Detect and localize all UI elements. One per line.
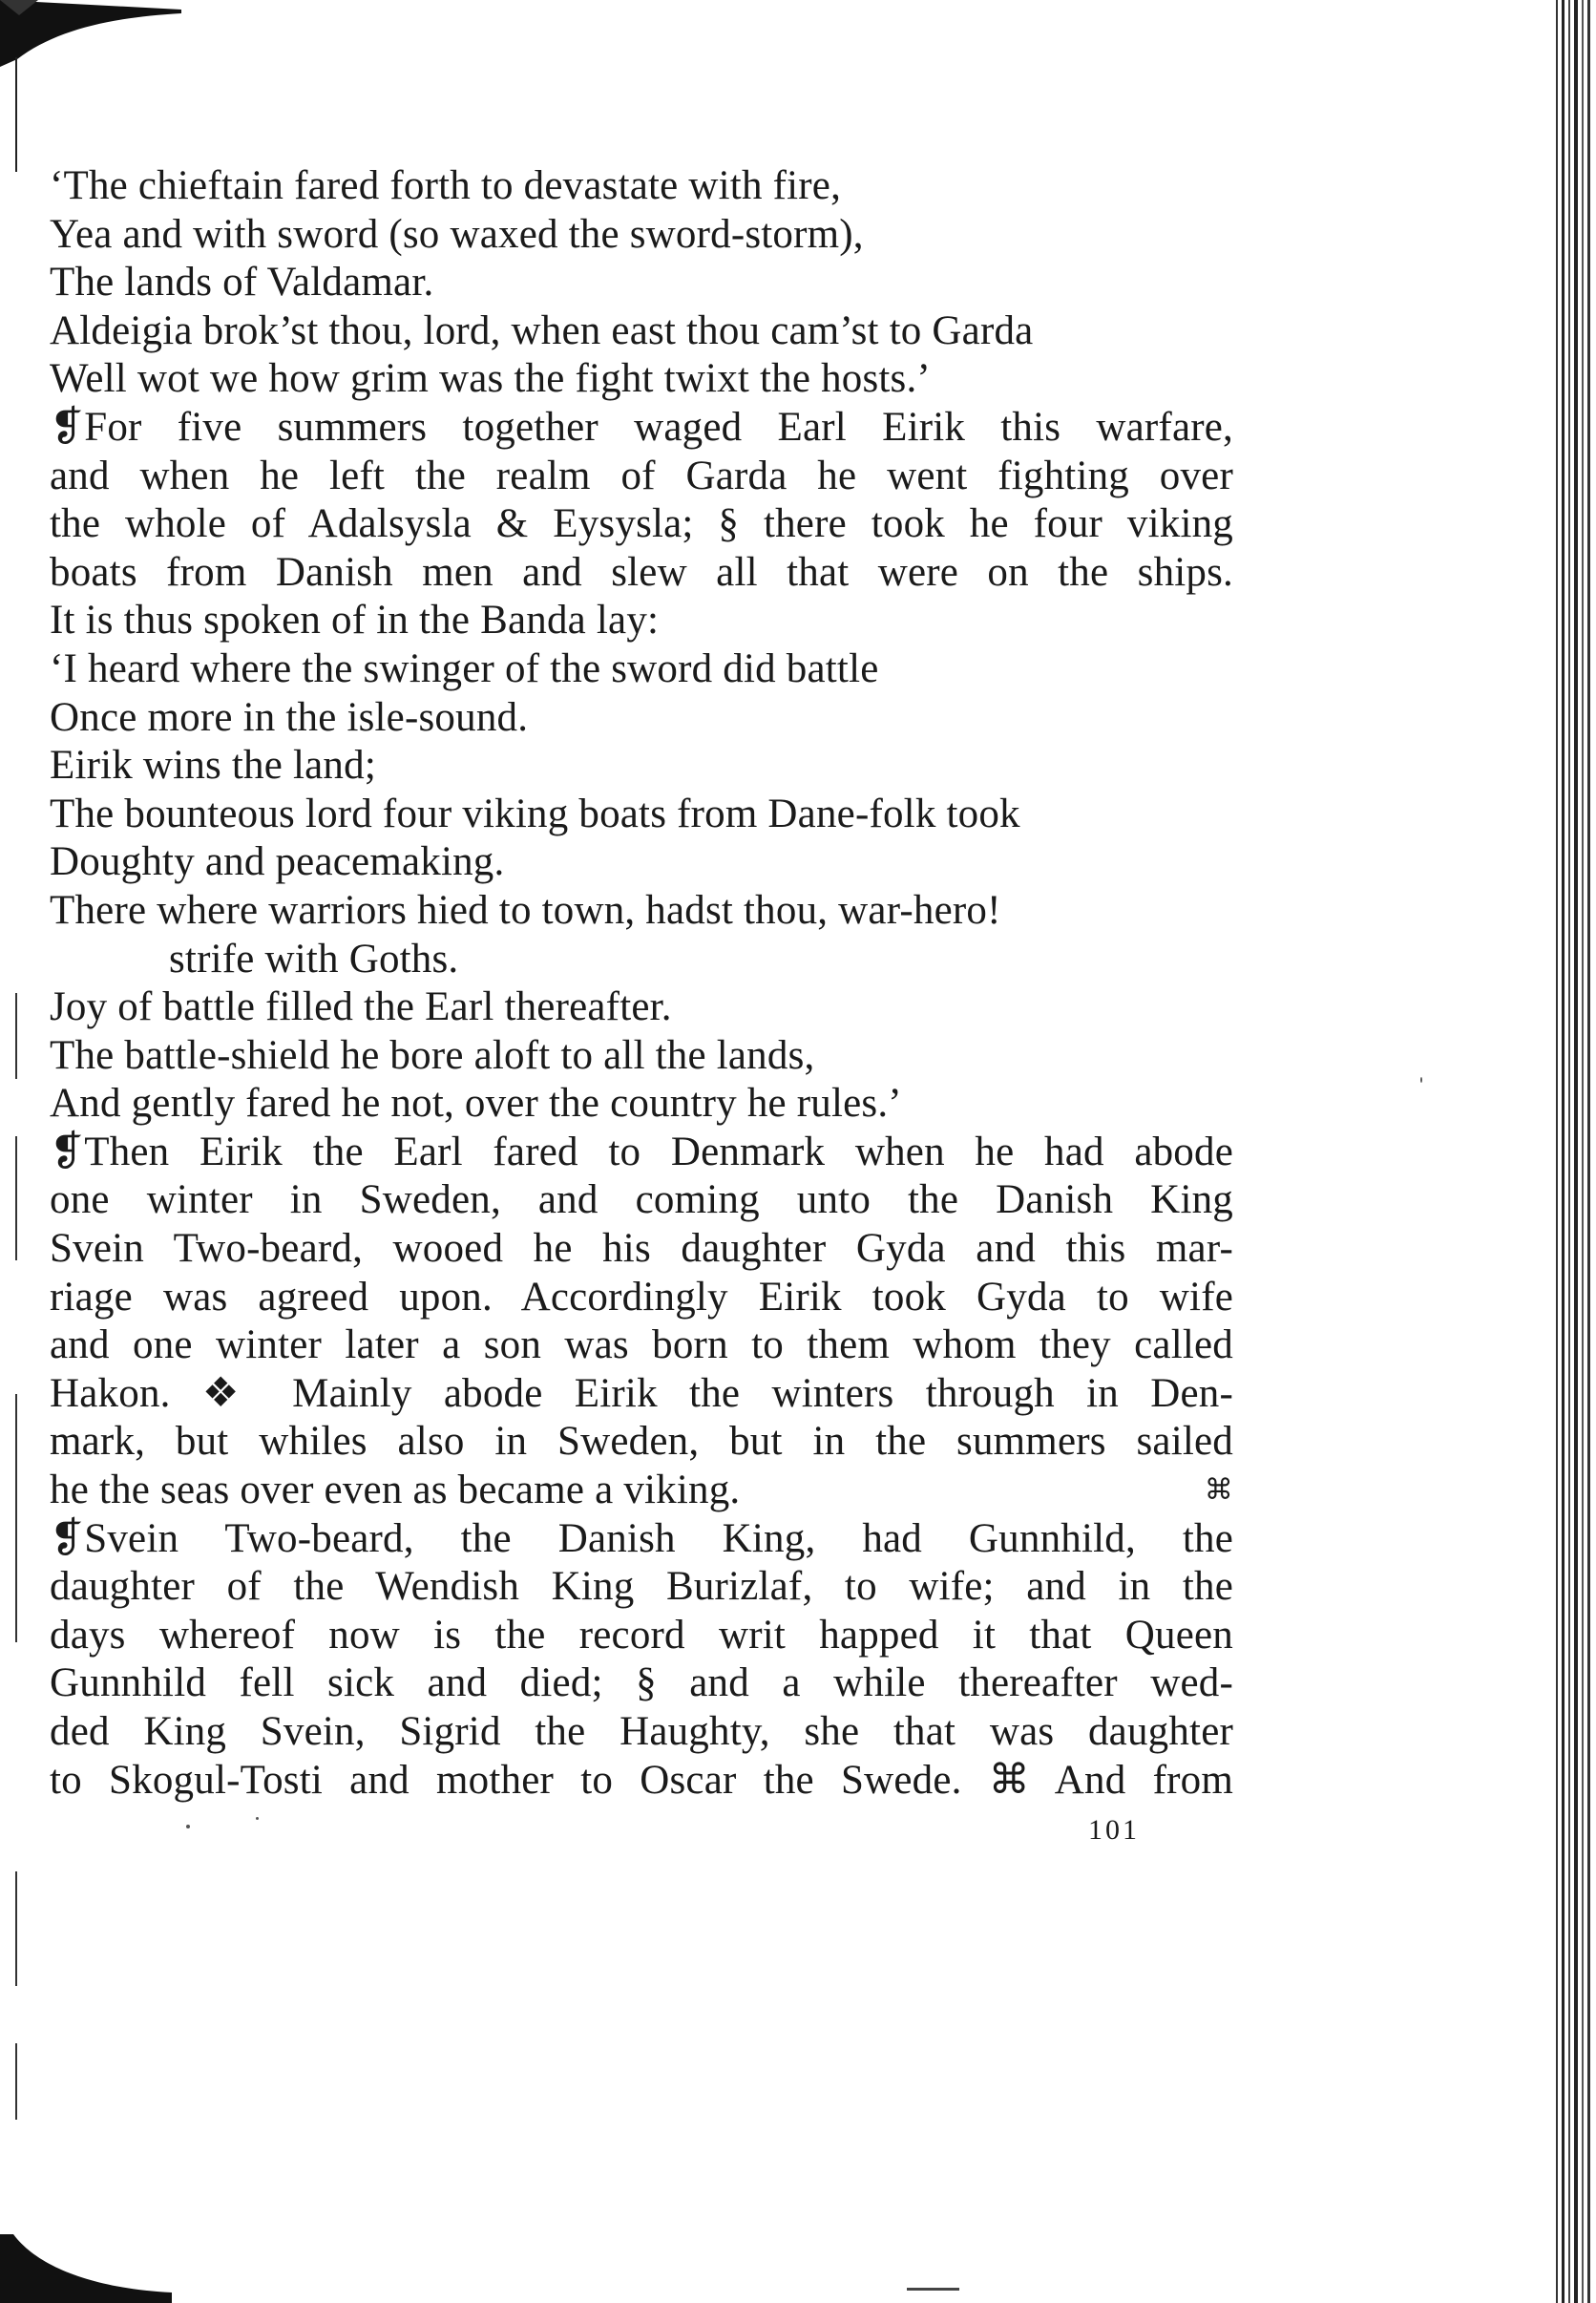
text-line: Gunnhild fell sick and died; § and a while thereafter wed- — [50, 1660, 1233, 1706]
text-line: Doughty and peacemaking. — [50, 839, 505, 885]
scan-speck — [186, 1825, 190, 1828]
text-line: Svein Two-beard, wooed he his daughter Gyda and this mar- — [50, 1226, 1233, 1272]
text-line: daughter of the Wendish King Burizlaf, to wife; and in the — [50, 1564, 1233, 1610]
text-line: It is thus spoken of in the Banda lay: — [50, 598, 660, 644]
scan-corner-top — [0, 0, 181, 76]
scan-speck — [1420, 1077, 1422, 1083]
text-line: ❡Then Eirik the Earl fared to Denmark when he had abode — [50, 1129, 1233, 1174]
scan-speck — [256, 1817, 259, 1820]
text-line — [50, 1467, 1233, 1515]
text-line: Well wot we how grim was the fight twixt the hosts.’ — [50, 356, 931, 402]
text-line: Joy of battle filled the Earl thereafter. — [50, 984, 672, 1030]
text-line: ❡For five summers together waged Earl Eirik this warfare, — [50, 404, 1233, 450]
text-line: to Skogul-Tosti and mother to Oscar the Swede. ⌘ And from — [50, 1757, 1233, 1803]
text-line: The battle-shield he bore aloft to all the lands, — [50, 1032, 815, 1078]
page-text — [50, 162, 1233, 1805]
text-line: ded King Svein, Sigrid the Haughty, she that was daughter — [50, 1709, 1233, 1754]
text-line: and when he left the realm of Garda he went fighting over — [50, 453, 1233, 498]
scan-binding-edge — [1552, 0, 1596, 2303]
text-line: days whereof now is the record writ happed it that Queen — [50, 1612, 1233, 1658]
text-line: There where warriors hied to town, hadst thou, war-hero! — [50, 887, 1001, 933]
text-line: ❡Svein Two-beard, the Danish King, had Gunnhild, the — [50, 1515, 1233, 1561]
text-line: one winter in Sweden, and coming unto the Danish King — [50, 1177, 1233, 1223]
text-line: Eirik wins the land; — [50, 743, 376, 789]
text-line: ‘I heard where the swinger of the sword did battle — [50, 645, 879, 691]
text-line: the whole of Adalsysla & Eysysla; § there took he four viking — [50, 501, 1233, 547]
text-line: Once more in the isle-sound. — [50, 694, 529, 740]
text-line: Hakon. ❖ Mainly abode Eirik the winters through in Den- — [50, 1370, 1233, 1416]
text-line: ‘The chieftain fared forth to devastate with fire, — [50, 163, 842, 208]
scan-left-edge — [13, 57, 19, 2234]
page-number: 101 — [1088, 1814, 1140, 1846]
text-line: The bounteous lord four viking boats from Dane-folk took — [50, 791, 1020, 836]
text-line: And gently fared he not, over the country he rules.’ — [50, 1081, 902, 1127]
text-line: mark, but whiles also in Sweden, but in the summers sailed — [50, 1419, 1233, 1465]
scan-bottom-mark — [907, 2288, 959, 2291]
text-line: The lands of Valdamar. — [50, 260, 434, 306]
text-line: Aldeigia brok’st thou, lord, when east thou cam’st to Garda — [50, 307, 1034, 353]
text-line: Yea and with sword (so waxed the sword-storm), — [50, 211, 864, 257]
text-line: riage was agreed upon. Accordingly Eirik took Gyda to wife — [50, 1274, 1233, 1320]
text-line: boats from Danish men and slew all that were on the ships. — [50, 549, 1233, 595]
text-line: and one winter later a son was born to them whom they called — [50, 1322, 1233, 1368]
text-line: strife with Goths. — [169, 936, 459, 982]
text-line-content: he the seas over even as became a viking. — [50, 1468, 741, 1513]
end-ornament: ⌘ — [1204, 1473, 1233, 1508]
scan-corner-bottom — [0, 2229, 181, 2303]
